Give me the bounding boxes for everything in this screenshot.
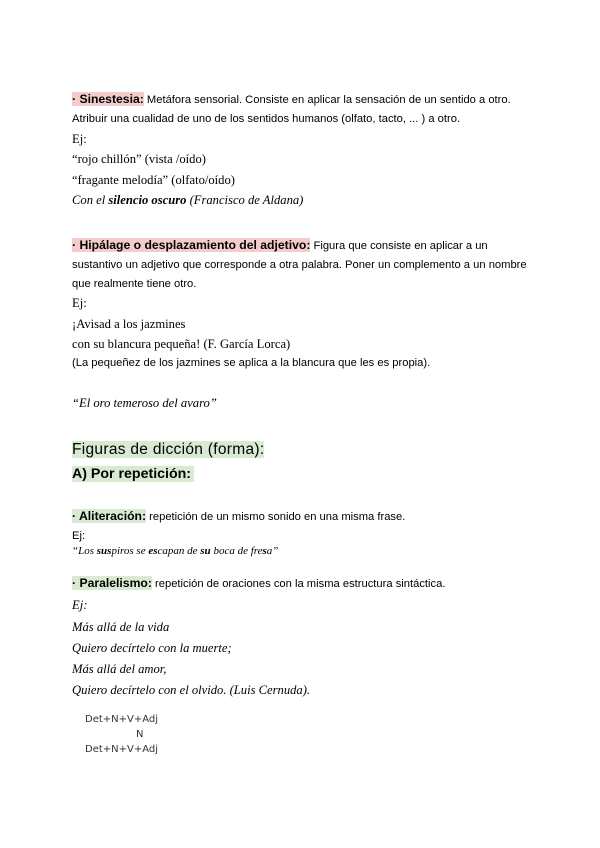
paralelismo-line-2: Quiero decírtelo con la muerte; xyxy=(72,641,232,655)
diagram-row-1: Det+N+V+Adj xyxy=(85,714,159,725)
hipalage-ej: Ej: xyxy=(72,296,87,310)
diagram-row-2: Det+N+V+Adj xyxy=(85,744,159,755)
hipalage-quote: “El oro temeroso del avaro” xyxy=(72,396,217,410)
sinestesia-term: · Sinestesia: xyxy=(72,92,144,106)
hipalage-example-2: con su blancura pequeña! (F. García Lorca) xyxy=(72,337,291,351)
alit-s4: s xyxy=(262,545,267,557)
aliteracion-example xyxy=(72,545,278,557)
section-subheading xyxy=(72,466,194,482)
aliteracion-definition xyxy=(72,509,405,523)
paralelismo-line-3: Más allá del amor, xyxy=(72,662,167,676)
paralelismo-def: repetición de oraciones con la misma estructura sintáctica. xyxy=(151,578,446,590)
por-repeticion-heading: A) Por repetición: xyxy=(72,466,194,482)
alit-s2: es xyxy=(148,545,158,557)
alit-s1: sus xyxy=(96,545,112,557)
sinestesia-example-1: “rojo chillón” (vista /oído) xyxy=(72,152,206,166)
sinestesia-ex3-a: Con el xyxy=(72,193,109,207)
sinestesia-ex3-bold: silencio oscuro xyxy=(108,193,187,207)
hipalage-def2: sustantivo un adjetivo que corresponde a otra palabra. Poner un complemento a un nombre xyxy=(72,259,527,271)
alit-p2: capan de xyxy=(157,545,201,557)
hipalage-term: · Hipálage o desplazamiento del adjetivo: xyxy=(72,238,311,252)
hipalage-def1: Figura que consiste en aplicar a un xyxy=(310,240,488,252)
alit-p3: boca de fre xyxy=(210,545,263,557)
sinestesia-def2: Atribuir una cualidad de uno de los sentidos humanos (olfato, tacto, ... ) a otro. xyxy=(72,113,461,125)
alit-s3: su xyxy=(200,545,211,557)
figuras-diccion-heading: Figuras de dicción (forma): xyxy=(72,441,265,458)
sinestesia-ex3-c: (Francisco de Aldana) xyxy=(186,193,304,207)
paralelismo-term: · Paralelismo: xyxy=(72,576,152,590)
alit-q-open: “Los xyxy=(72,545,97,557)
paralelismo-line-4: Quiero decírtelo con el olvido. (Luis Cernuda). xyxy=(72,683,311,697)
hipalage-example-1: ¡Avisad a los jazmines xyxy=(72,317,186,331)
sinestesia-ej: Ej: xyxy=(72,132,87,146)
section-heading xyxy=(72,441,264,459)
alit-p1: piros se xyxy=(111,545,149,557)
alit-p4: a” xyxy=(266,545,279,557)
sinestesia-def1: Metáfora sensorial. Consiste en aplicar la sensación de un sentido a otro. xyxy=(143,94,511,106)
paralelismo-ej: Ej: xyxy=(72,598,88,612)
aliteracion-term: · Aliteración: xyxy=(72,509,147,523)
hipalage-definition-line1 xyxy=(72,238,488,252)
paralelismo-line-1: Más allá de la vida xyxy=(72,620,170,634)
hipalage-def3: que realmente tiene otro. xyxy=(72,278,197,290)
sinestesia-example-2: “fragante melodía” (olfato/oído) xyxy=(72,173,235,187)
hipalage-note: (La pequeñez de los jazmines se aplica a la blancura que les es propia). xyxy=(72,357,431,369)
sinestesia-definition-line1 xyxy=(72,92,511,106)
aliteracion-ej: Ej: xyxy=(72,530,86,542)
diagram-mid: N xyxy=(136,729,144,740)
sinestesia-example-3 xyxy=(72,193,303,208)
aliteracion-def: repetición de un mismo sonido en una misma frase. xyxy=(146,511,406,523)
paralelismo-definition xyxy=(72,576,445,590)
